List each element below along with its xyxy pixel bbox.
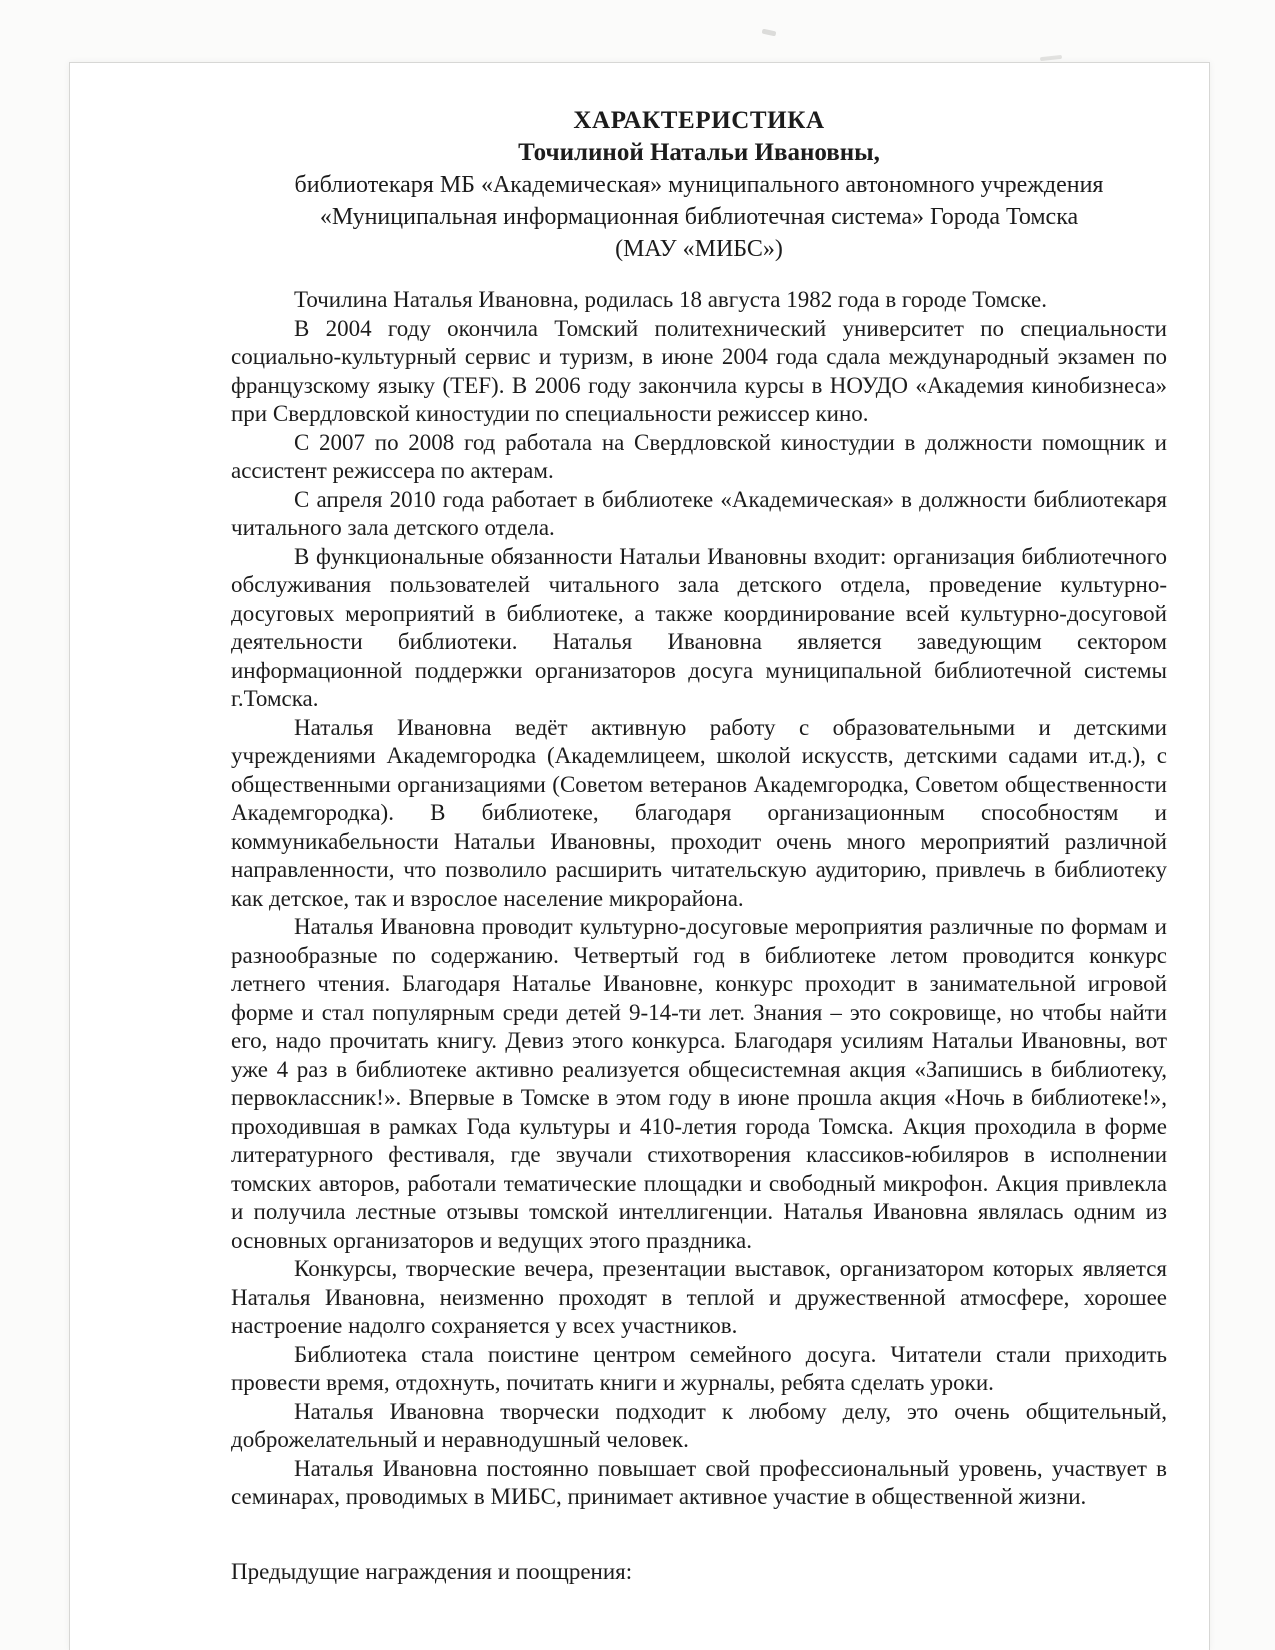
paragraph-7: Наталья Ивановна проводит культурно-досуговые мероприятия различные по формам и разнообразные по содержанию. Четвертый год в библиотеке летом проводится конкурс летнего чтения. Благодаря Наталье Ивановне, конкурс проходит в занимательной игровой форме и стал популярным среди детей 9-14-ти лет. Знания – это сокровище, но чтобы найти его, надо прочитать книгу. Девиз этого конкурса. Благодаря усилиям Натальи Ивановны, вот уже 4 раз в библиотеке активно реализуется общесистемная акция «Запишись в библиотеку, первоклассник!». Впервые в Томске в этом году в июне прошла акция «Ночь в библиотеке!», проходившая в рамках Года культуры и 410-летия города Томска. Акция проходила в форме литературного фестиваля, где звучали стихотворения классиков-юбиляров в исполнении томских авторов, работали тематические площадки и свободный микрофон. Акция привлекла и получила лестные отзывы томской интеллигенции. Наталья Ивановна являлась одним из основных организаторов и ведущих этого праздника.	[231, 914, 1167, 1253]
document-body	[231, 286, 1167, 1586]
paragraph-11: Наталья Ивановна постоянно повышает свой профессиональный уровень, участвует в семинарах, проводимых в МИБС, принимает активное участие в общественной жизни.	[231, 1455, 1167, 1509]
scan-artifact	[762, 29, 777, 37]
document-content	[70, 63, 1209, 1586]
document-subject-name: Точилиной Натальи Ивановны,	[518, 139, 880, 166]
paragraph-4: С апреля 2010 года работает в библиотеке «Академическая» в должности библиотекаря читального зала детского отдела.	[231, 486, 1167, 540]
header-line: «Муниципальная информационная библиотечная система» Города Томска	[319, 204, 1079, 230]
paragraph-5: В функциональные обязанности Натальи Ивановны входит: организация библиотечного обслуживания пользователей читального зала детского отдела, проведение культурно-досуговых мероприятий в библиотеке, а также координирование всей культурно-досуговой деятельности библиотеки. Наталья Ивановна является заведующим сектором информационной поддержки организаторов досуга муниципальной библиотечной системы г.Томска.	[231, 543, 1167, 711]
paragraph-1: Точилина Наталья Ивановна, родилась 18 августа 1982 года в городе Томске.	[294, 287, 1047, 312]
paragraph-3: С 2007 по 2008 год работала на Свердловской киностудии в должности помощник и ассистент режиссера по актерам.	[231, 429, 1167, 483]
document-title: ХАРАКТЕРИСТИКА	[573, 107, 825, 134]
document-header	[231, 105, 1167, 265]
paragraph-10: Наталья Ивановна творчески подходит к любому делу, это очень общительный, доброжелательный и неравнодушный человек.	[231, 1398, 1167, 1452]
header-line: (МАУ «МИБС»)	[615, 236, 783, 262]
document-page	[69, 62, 1210, 1650]
header-line: библиотекаря МБ «Академическая» муниципального автономного учреждения	[294, 172, 1104, 198]
paragraph-6: Наталья Ивановна ведёт активную работу с образовательными и детскими учреждениями Академгородка (Академлицеем, школой искусств, детскими садами ит.д.), с общественными организациями (Советом ветеранов Академгородка, Советом общественности Академгородка). В библиотеке, благодаря организационным способностям и коммуникабельности Натальи Ивановны, проходит очень много мероприятий различной направленности, что позволило расширить читательскую аудиторию, привлечь в библиотеку как детское, так и взрослое население микрорайона.	[231, 714, 1167, 911]
awards-heading: Предыдущие награждения и поощрения:	[231, 1558, 633, 1584]
scan-artifact	[1040, 55, 1062, 61]
paragraph-9: Библиотека стала поистине центром семейного досуга. Читатели стали приходить провести время, отдохнуть, почитать книги и журналы, ребята сделать уроки.	[231, 1341, 1167, 1395]
paragraph-2: В 2004 году окончила Томский политехнический университет по специальности социально-культурный сервис и туризм, в июне 2004 года сдала международный экзамен по французскому языку (TEF). В 2006 году закончила курсы в НОУДО «Академия кинобизнеса» при Свердловской киностудии по специальности режиссер кино.	[231, 315, 1167, 426]
paragraph-8: Конкурсы, творческие вечера, презентации выставок, организатором которых является Наталья Ивановна, неизменно проходят в теплой и дружественной атмосфере, хорошее настроение надолго сохраняется у всех участников.	[231, 1256, 1167, 1338]
